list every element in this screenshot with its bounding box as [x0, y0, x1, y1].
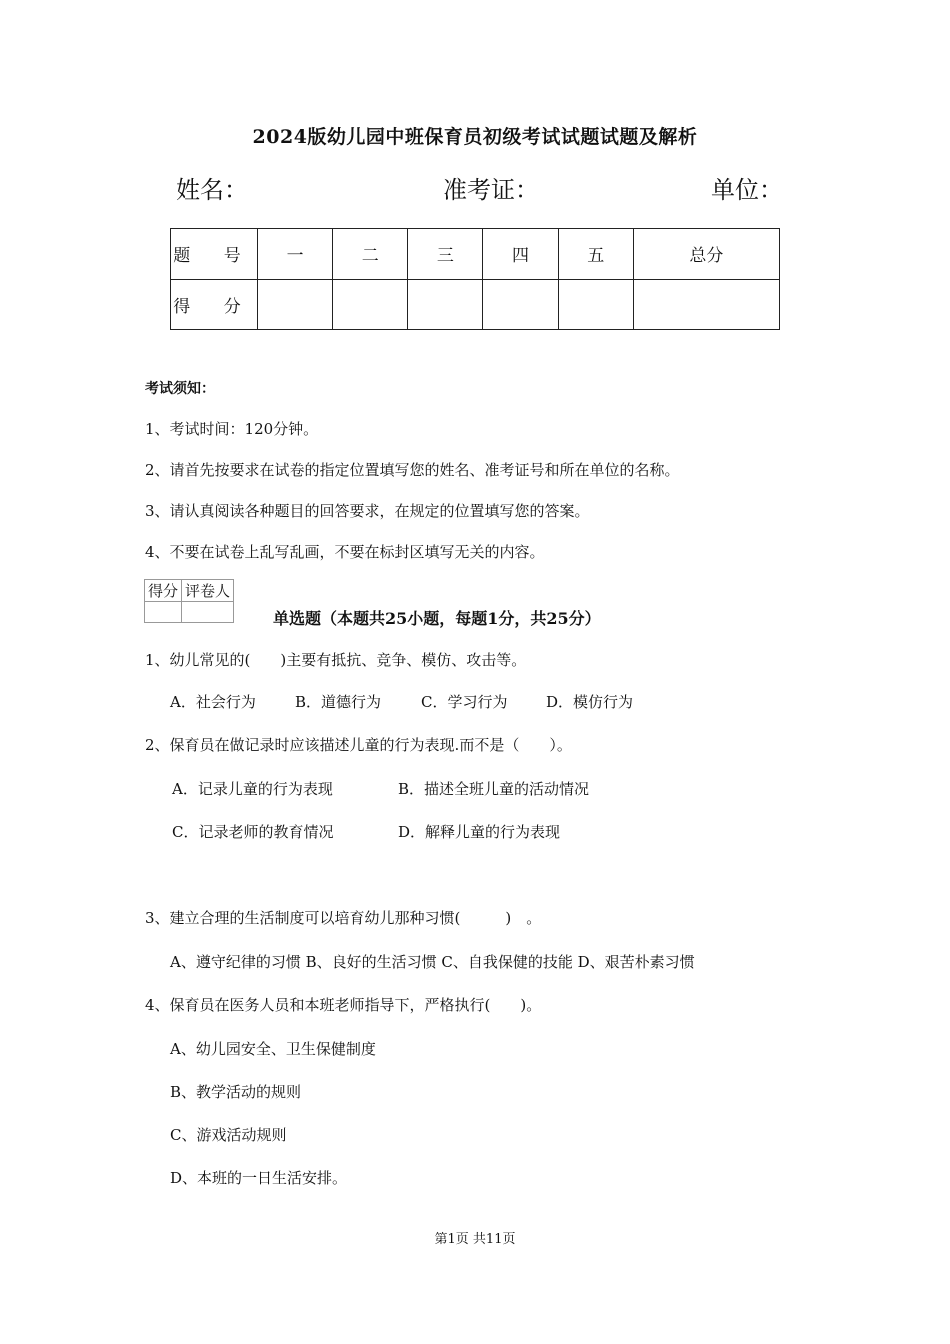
score-table-cell: 五 — [558, 229, 633, 280]
option[interactable]: C、游戏活动规则 — [170, 1126, 287, 1144]
question-stem: 1、幼儿常见的( )主要有抵抗、竞争、模仿、攻击等。 — [145, 651, 527, 669]
notice-item: 2、请首先按要求在试卷的指定位置填写您的姓名、准考证号和所在单位的名称。 — [145, 461, 680, 479]
score-table-cell: 题 号 — [171, 229, 258, 280]
grader-score-cell[interactable] — [145, 602, 182, 623]
option[interactable]: A、遵守纪律的习惯 B、良好的生活习惯 C、自我保健的技能 D、艰苦朴素习惯 — [170, 953, 695, 971]
notice-item: 1、考试时间：120分钟。 — [145, 420, 319, 438]
score-table-cell: 三 — [408, 229, 483, 280]
option[interactable]: A、幼儿园安全、卫生保健制度 — [170, 1040, 376, 1058]
score-table — [170, 228, 780, 330]
option[interactable]: D．模仿行为 — [546, 693, 634, 711]
grader-score-label: 得分 — [145, 580, 182, 602]
option[interactable]: B、教学活动的规则 — [170, 1083, 302, 1101]
score-input-cell[interactable] — [258, 279, 333, 330]
score-input-cell[interactable] — [633, 279, 779, 330]
score-table-cell: 二 — [333, 229, 408, 280]
question-stem: 2、保育员在做记录时应该描述儿童的行为表现.而不是（ ）。 — [145, 736, 572, 754]
option[interactable]: C．学习行为 — [421, 693, 508, 711]
unit-label: 单位： — [711, 176, 783, 204]
score-table-cell: 得 分 — [171, 279, 258, 330]
option[interactable]: D．解释儿童的行为表现 — [398, 823, 561, 841]
option[interactable]: B．道德行为 — [295, 693, 382, 711]
section-title: 单选题（本题共25小题，每题1分，共25分） — [273, 609, 601, 628]
grader-name-label: 评卷人 — [182, 580, 234, 602]
notice-item: 4、不要在试卷上乱写乱画，不要在标封区填写无关的内容。 — [145, 543, 545, 561]
option[interactable]: B．描述全班儿童的活动情况 — [398, 780, 590, 798]
question-stem: 3、建立合理的生活制度可以培育幼儿那种习惯( ) 。 — [145, 909, 542, 927]
option[interactable]: C．记录老师的教育情况 — [172, 823, 334, 841]
exam-id-label: 准考证： — [443, 176, 539, 204]
score-input-cell[interactable] — [483, 279, 558, 330]
score-input-cell[interactable] — [408, 279, 483, 330]
name-label: 姓名： — [176, 176, 248, 204]
grader-box — [144, 579, 234, 623]
score-input-cell[interactable] — [333, 279, 408, 330]
document-title: 2024版幼儿园中班保育员初级考试试题试题及解析 — [252, 126, 698, 148]
score-table-score-row — [171, 279, 780, 330]
notice-title: 考试须知： — [145, 381, 215, 397]
option[interactable]: A．社会行为 — [170, 693, 256, 711]
score-input-cell[interactable] — [558, 279, 633, 330]
score-table-cell: 总分 — [633, 229, 779, 280]
page-footer: 第1页 共11页 — [434, 1232, 516, 1247]
option[interactable]: D、本班的一日生活安排。 — [170, 1169, 348, 1187]
score-table-header-row — [171, 229, 780, 280]
grader-name-cell[interactable] — [182, 602, 234, 623]
option[interactable]: A．记录儿童的行为表现 — [172, 780, 333, 798]
question-stem: 4、保育员在医务人员和本班老师指导下，严格执行( )。 — [145, 996, 542, 1014]
score-table-cell: 一 — [258, 229, 333, 280]
notice-item: 3、请认真阅读各种题目的回答要求，在规定的位置填写您的答案。 — [145, 502, 590, 520]
score-table-cell: 四 — [483, 229, 558, 280]
